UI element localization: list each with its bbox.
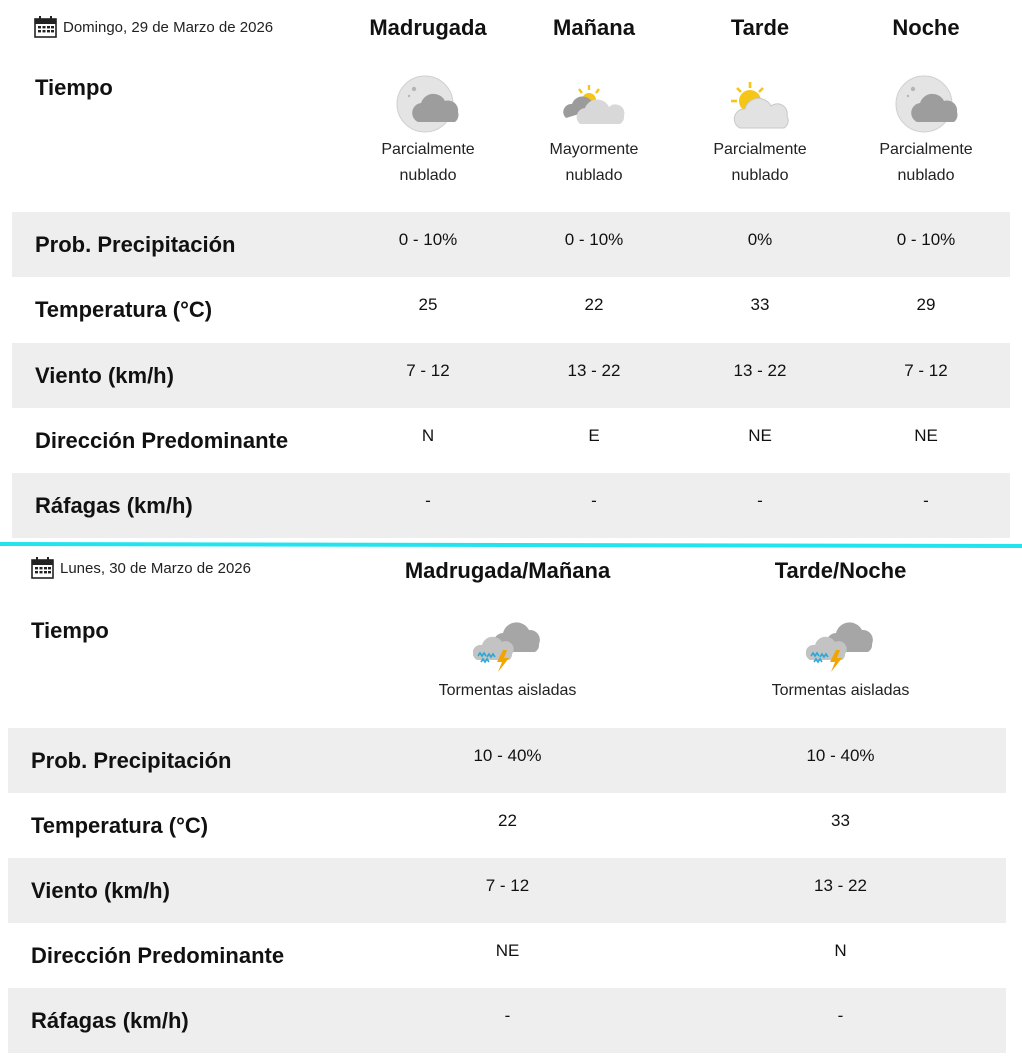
date-header	[34, 16, 273, 38]
condition-text	[345, 137, 511, 189]
cell-value: 0%	[747, 230, 773, 249]
cell-value: 7 - 12	[406, 361, 450, 380]
calendar-icon	[34, 16, 57, 38]
row-label: Temperatura (°C)	[35, 297, 213, 322]
condition-line: nublado	[565, 167, 623, 184]
cell-value: -	[923, 491, 929, 510]
calendar-icon	[31, 557, 54, 579]
row-label: Ráfagas (km/h)	[31, 1008, 189, 1033]
row-label: Viento (km/h)	[35, 363, 174, 388]
cell-value: 0 - 10%	[564, 230, 624, 249]
moon-cloud-icon	[396, 74, 460, 136]
row-label: Dirección Predominante	[35, 428, 289, 453]
sun-behind-cloud-icon	[562, 84, 628, 128]
cell-value: 10 - 40%	[473, 746, 542, 765]
condition-text	[677, 137, 843, 189]
cell-value: 33	[750, 295, 770, 314]
row-label: Dirección Predominante	[31, 943, 285, 968]
section-divider	[0, 541, 1022, 548]
cell-value: NE	[748, 426, 772, 445]
row-label: Prob. Precipitación	[31, 748, 232, 773]
condition-text	[843, 137, 1009, 189]
cell-value: NE	[914, 426, 938, 445]
condition-text: Tormentas aisladas	[438, 682, 577, 699]
cell-value: 22	[584, 295, 604, 314]
cell-value: 33	[831, 811, 850, 830]
cell-value: 7 - 12	[485, 876, 530, 895]
cell-value: 13 - 22	[567, 361, 621, 380]
date-text: Domingo, 29 de Marzo de 2026	[63, 18, 274, 36]
date-header	[31, 557, 251, 579]
row-label: Viento (km/h)	[31, 878, 170, 903]
condition-text	[511, 137, 677, 189]
row-temperatura	[12, 277, 1010, 342]
cell-value: 22	[498, 811, 517, 830]
row-prob-precipitacion	[12, 212, 1010, 277]
thunderstorm-icon	[473, 616, 543, 674]
cell-value: 25	[418, 295, 438, 314]
row-rafagas	[8, 988, 1006, 1053]
cell-value: NE	[495, 941, 520, 960]
date-text: Lunes, 30 de Marzo de 2026	[60, 559, 251, 577]
row-label: Ráfagas (km/h)	[35, 493, 193, 518]
condition-line: Parcialmente	[713, 141, 807, 158]
row-rafagas	[12, 473, 1010, 538]
sun-cloud-icon	[728, 80, 794, 130]
row-label: Temperatura (°C)	[31, 813, 209, 838]
condition-line: Mayormente	[549, 141, 639, 158]
row-direccion	[12, 408, 1010, 473]
moon-cloud-icon	[895, 74, 959, 136]
column-header-madrugada: Madrugada	[369, 15, 487, 40]
forecast-day-2	[0, 548, 1022, 1064]
column-header-noche: Noche	[892, 15, 960, 40]
cell-value: -	[837, 1006, 844, 1025]
cell-value: 29	[916, 295, 936, 314]
row-label-tiempo: Tiempo	[35, 75, 113, 100]
condition-line: Parcialmente	[879, 141, 973, 158]
condition-line: nublado	[399, 167, 457, 184]
cell-value: 13 - 22	[814, 876, 867, 895]
row-label-tiempo: Tiempo	[31, 618, 109, 643]
cell-value: N	[834, 941, 847, 960]
row-viento	[8, 858, 1006, 923]
cell-value: 13 - 22	[733, 361, 787, 380]
row-viento	[12, 343, 1010, 408]
cell-value: -	[425, 491, 431, 510]
thunderstorm-icon	[806, 616, 876, 674]
row-temperatura	[8, 793, 1006, 858]
cell-value: -	[504, 1006, 511, 1025]
column-header-tarde: Tarde	[730, 15, 790, 40]
cell-value: 0 - 10%	[896, 230, 956, 249]
row-label: Prob. Precipitación	[35, 232, 236, 257]
cell-value: 7 - 12	[904, 361, 948, 380]
cell-value: -	[757, 491, 763, 510]
row-prob-precipitacion	[8, 728, 1006, 793]
cell-value: -	[591, 491, 597, 510]
condition-line: Parcialmente	[381, 141, 475, 158]
column-header-madrugada-manana: Madrugada/Mañana	[404, 558, 611, 583]
condition-line: nublado	[897, 167, 955, 184]
cell-value: N	[421, 426, 435, 445]
cell-value: 10 - 40%	[806, 746, 875, 765]
condition-text: Tormentas aisladas	[771, 682, 910, 699]
column-header-tarde-noche: Tarde/Noche	[774, 558, 907, 583]
column-header-manana: Mañana	[553, 15, 635, 40]
cell-value: 0 - 10%	[398, 230, 458, 249]
condition-line: nublado	[731, 167, 789, 184]
row-direccion	[8, 923, 1006, 988]
cell-value: E	[588, 426, 600, 445]
